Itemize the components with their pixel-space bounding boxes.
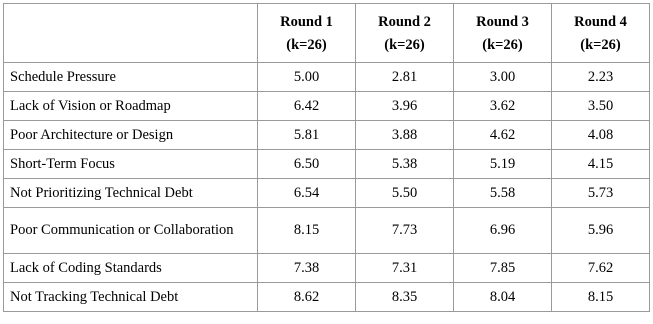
value-cell: 3.62: [454, 92, 552, 121]
table-row: [4, 283, 650, 312]
value-cell: 5.96: [552, 208, 650, 254]
value-cell: 3.96: [356, 92, 454, 121]
table-row: [4, 179, 650, 208]
value-cell: 8.04: [454, 283, 552, 312]
table-row: [4, 92, 650, 121]
value-cell: 4.08: [552, 121, 650, 150]
header-cell-round-4: [552, 4, 650, 63]
value-cell: 5.00: [258, 63, 356, 92]
row-label: Schedule Pressure: [4, 63, 258, 92]
header-title: Round 4: [574, 14, 627, 30]
value-cell: 8.35: [356, 283, 454, 312]
header-title: Round 3: [476, 14, 529, 30]
value-cell: 4.15: [552, 150, 650, 179]
header-cell-round-3: [454, 4, 552, 63]
value-cell: 3.50: [552, 92, 650, 121]
table-row: [4, 254, 650, 283]
row-label: Lack of Coding Standards: [4, 254, 258, 283]
value-cell: 6.54: [258, 179, 356, 208]
header-title: Round 2: [378, 14, 431, 30]
value-cell: 2.81: [356, 63, 454, 92]
value-cell: 5.38: [356, 150, 454, 179]
table-row: [4, 208, 650, 254]
header-cell-round-1: [258, 4, 356, 63]
table-row: [4, 150, 650, 179]
value-cell: 3.00: [454, 63, 552, 92]
header-row: [4, 4, 650, 63]
value-cell: 5.50: [356, 179, 454, 208]
header-corner-cell: [4, 4, 258, 63]
value-cell: 6.42: [258, 92, 356, 121]
value-cell: 4.62: [454, 121, 552, 150]
value-cell: 5.73: [552, 179, 650, 208]
header-subtitle: (k=26): [286, 37, 327, 53]
row-label: Poor Architecture or Design: [4, 121, 258, 150]
header-cell-round-2: [356, 4, 454, 63]
value-cell: 7.62: [552, 254, 650, 283]
value-cell: 5.81: [258, 121, 356, 150]
row-label: Not Prioritizing Technical Debt: [4, 179, 258, 208]
header-subtitle: (k=26): [580, 37, 621, 53]
value-cell: 8.15: [258, 208, 356, 254]
row-label: Short-Term Focus: [4, 150, 258, 179]
value-cell: 8.62: [258, 283, 356, 312]
value-cell: 8.15: [552, 283, 650, 312]
value-cell: 2.23: [552, 63, 650, 92]
row-label: Not Tracking Technical Debt: [4, 283, 258, 312]
value-cell: 6.50: [258, 150, 356, 179]
value-cell: 5.58: [454, 179, 552, 208]
table-row: [4, 121, 650, 150]
rankings-table: [3, 3, 650, 312]
value-cell: 7.38: [258, 254, 356, 283]
value-cell: 5.19: [454, 150, 552, 179]
value-cell: 3.88: [356, 121, 454, 150]
row-label: Lack of Vision or Roadmap: [4, 92, 258, 121]
header-title: Round 1: [280, 14, 333, 30]
header-subtitle: (k=26): [384, 37, 425, 53]
value-cell: 7.85: [454, 254, 552, 283]
value-cell: 7.73: [356, 208, 454, 254]
row-label: Poor Communication or Collaboration: [4, 208, 258, 254]
table-row: [4, 63, 650, 92]
header-subtitle: (k=26): [482, 37, 523, 53]
value-cell: 7.31: [356, 254, 454, 283]
value-cell: 6.96: [454, 208, 552, 254]
